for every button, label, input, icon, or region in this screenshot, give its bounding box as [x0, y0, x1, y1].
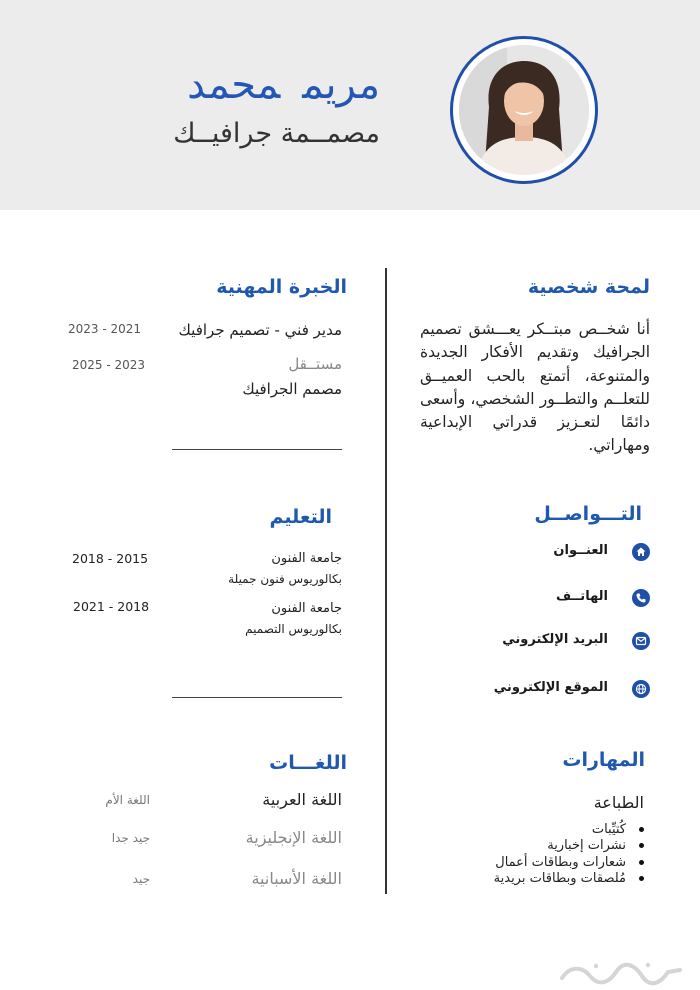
- mail-icon: [632, 632, 650, 650]
- education-date: 2021 - 2018: [73, 599, 150, 614]
- contact-email: [450, 632, 650, 652]
- profile-photo-frame: [450, 36, 598, 184]
- contact-address: [450, 543, 650, 563]
- experience-role: مدير فني - تصميم جرافيك: [178, 321, 342, 339]
- education-school: جامعة الفنون: [271, 551, 342, 566]
- skills-subheading: الطباعة: [593, 793, 644, 812]
- education-degree: بكالوريوس التصميم: [245, 622, 342, 636]
- language-level: جيد جدا: [111, 831, 150, 845]
- profile-heading: لمحة شخصية: [527, 276, 650, 298]
- languages-heading: اللغـــات: [269, 752, 347, 774]
- job-title: مصمــمة جرافيــك: [173, 118, 380, 149]
- contact-website-label: الموقع الإلكتروني: [493, 680, 608, 695]
- skills-list: [494, 822, 644, 887]
- skill-item: كُتيِّبات: [494, 822, 644, 838]
- education-school: جامعة الفنون: [271, 601, 342, 616]
- experience-role-designer: مصمم الجرافيك: [242, 380, 342, 398]
- experience-heading: الخبرة المهنية: [216, 276, 347, 298]
- education-date: 2018 - 2015: [72, 551, 149, 566]
- skills-heading: المهارات: [562, 749, 645, 771]
- home-icon: [632, 543, 650, 561]
- skill-item: مُلصقات وبطاقات بريدية: [494, 871, 644, 887]
- last-name: محمد: [187, 62, 281, 108]
- section-separator: [172, 449, 342, 450]
- language-level: جيد: [132, 872, 150, 886]
- contact-heading: التـــواصــل: [534, 503, 642, 525]
- watermark-logo: [556, 958, 686, 986]
- education-degree: بكالوريوس فنون جميلة: [228, 572, 342, 586]
- first-name: مريم: [302, 62, 380, 108]
- contact-phone-label: الهاتــف: [555, 589, 608, 604]
- globe-icon: [632, 680, 650, 698]
- contact-website: [450, 680, 650, 700]
- experience-role-freelance: مستــقل: [288, 355, 342, 373]
- language-name: اللغة الأسبانية: [251, 869, 342, 888]
- profile-photo: [459, 45, 589, 175]
- contact-address-label: العنــوان: [553, 543, 608, 558]
- skill-item: نشرات إخبارية: [494, 838, 644, 854]
- skill-item: شعارات وبطاقات أعمال: [494, 855, 644, 871]
- column-divider: [385, 268, 387, 894]
- experience-date: 2023 - 2021: [68, 322, 142, 336]
- contact-email-label: البريد الإلكتروني: [502, 632, 608, 647]
- section-separator: [172, 697, 342, 698]
- profile-text: أنا شخــص مبتــكر يعـــشق تصميم الجرافيك وتقديم الأفكار الجديدة والمتنوعة، أتمتع بالحب العميــق للتعلــم والتطــور الشخصي، وأسعى دائمًا لتعـزيز قدراتي الإبداعية ومهاراتي.: [420, 320, 650, 455]
- language-level: اللغة الأم: [105, 793, 150, 807]
- language-name: اللغة العربية: [262, 790, 342, 809]
- experience-date: 2025 - 2023: [72, 358, 146, 372]
- full-name: [187, 62, 380, 108]
- education-heading: التعليم: [269, 506, 332, 528]
- phone-icon: [632, 589, 650, 607]
- contact-phone: [450, 589, 650, 609]
- language-name: اللغة الإنجليزية: [245, 828, 342, 847]
